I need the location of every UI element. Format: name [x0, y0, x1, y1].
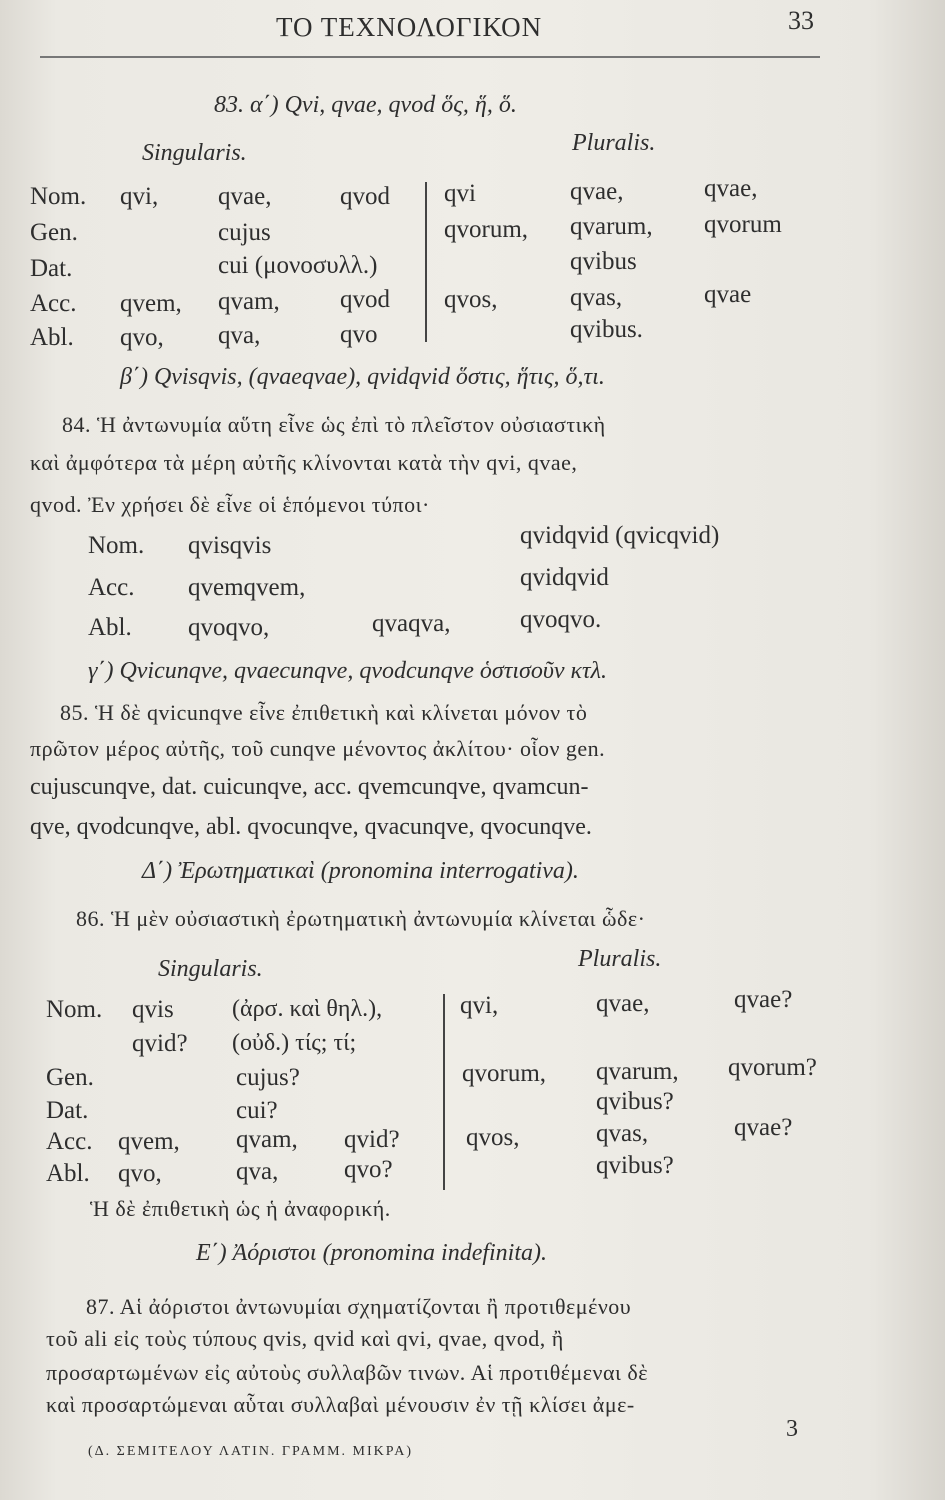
table-row-case: Nom.: [30, 183, 87, 210]
table-cell: (ἀρσ. καὶ θηλ.),: [232, 996, 383, 1022]
table-row-case: Acc.: [46, 1128, 93, 1155]
sheet-number: 3: [786, 1416, 798, 1442]
table-cell: qvibus?: [596, 1152, 674, 1179]
section-87-line: προσαρτωμένων εἰς αὐτοὺς συλλαβῶν τινων. Αἱ προτιθέμεναι δὲ: [46, 1360, 649, 1385]
section-84-line: qvod. Ἐν χρήσει δὲ εἶνε οἱ ἑπόμενοι τύποι·: [30, 492, 430, 517]
table-cell: qvarum,: [570, 213, 653, 240]
table-cell: qvo?: [344, 1156, 393, 1183]
table-cell: qvarum,: [596, 1058, 679, 1085]
table-cell: qvae?: [734, 1114, 793, 1141]
table-row-case: Nom.: [46, 996, 103, 1023]
table-cell: qvorum: [704, 211, 782, 238]
section-85-line: 85. Ἡ δὲ qvicunqve εἶνε ἐπιθετικὴ καὶ κλίνεται μόνον τὸ: [60, 700, 588, 725]
table-cell: qvaqva,: [372, 610, 451, 637]
section-85-line: qve, qvodcunqve, abl. qvocunqve, qvacunqve, qvocunqve.: [30, 814, 592, 840]
section-87-line: 87. Αἱ ἀόριστοι ἀντωνυμίαι σχηματίζονται ἢ προτιθεμένου: [86, 1294, 632, 1319]
table-cell: qvi,: [460, 992, 499, 1019]
table-cell: qvae: [704, 281, 752, 308]
table-cell: qvoqvo.: [520, 606, 602, 633]
table-cell: qvam,: [218, 288, 280, 315]
running-title: ΤΟ ΤΕΧΝΟΛΟΓΙΚΟΝ: [276, 12, 543, 42]
table-cell: qvi: [444, 180, 476, 207]
table-cell: (οὐδ.) τίς; τί;: [232, 1030, 357, 1056]
table-cell: qvorum?: [728, 1054, 817, 1081]
table-cell: qva,: [236, 1158, 279, 1185]
table-cell: cujus: [218, 219, 271, 246]
table-cell: qvidqvid (qvicqvid): [520, 522, 720, 549]
section-84-line: καὶ ἀμφότερα τὰ μέρη αὐτῆς κλίνονται κατὰ τὴν qvi, qvae,: [30, 450, 578, 475]
table-cell: qvem,: [118, 1128, 180, 1155]
table-row-case: Gen.: [30, 219, 78, 246]
table-cell: qvemqvem,: [188, 574, 306, 601]
table-row-case: Abl.: [88, 614, 132, 641]
table-row-case: Abl.: [30, 324, 74, 351]
section-86-pluralis: Pluralis.: [578, 946, 662, 972]
table-cell: qvos,: [444, 286, 498, 313]
table-cell: cui?: [236, 1097, 278, 1124]
table-cell: qvibus?: [596, 1088, 674, 1115]
table-cell: qvem,: [120, 290, 182, 317]
table-cell: qvam,: [236, 1126, 298, 1153]
section-86-epsilon: Ε΄) Ἀόριστοι (pronomina indefinita).: [196, 1240, 548, 1266]
table-cell: qvisqvis: [188, 532, 272, 559]
section-83-pluralis: Pluralis.: [572, 130, 656, 156]
section-87-line: τοῦ ali εἰς τοὺς τύπους qvis, qvid καὶ qvi, qvae, qvod, ἢ: [46, 1326, 564, 1351]
section-86-singularis: Singularis.: [158, 956, 263, 982]
table-cell: qvae,: [704, 175, 758, 202]
table-cell: qvo,: [118, 1160, 162, 1187]
section-85-line: πρῶτον μέρος αὐτῆς, τοῦ cunqve μένοντος ἀκλίτου· οἷον gen.: [30, 736, 606, 761]
section-85-line: cujuscunqve, dat. cuicunqve, acc. qvemcunqve, qvamcun-: [30, 774, 589, 800]
table-cell: qvi,: [120, 183, 159, 210]
table-row-case: Dat.: [30, 255, 73, 282]
section-83-divider: [425, 182, 427, 342]
section-84-line: 84. Ἡ ἀντωνυμία αὕτη εἶνε ὡς ἐπὶ τὸ πλεῖστον οὐσιαστικὴ: [62, 412, 606, 437]
section-83-heading: 83. α΄) Qvi, qvae, qvod ὅς, ἥ, ὅ.: [214, 92, 517, 118]
table-cell: qvae,: [570, 178, 624, 205]
table-cell: qvid?: [344, 1126, 400, 1153]
header-rule: [40, 56, 820, 58]
table-cell: qvae,: [596, 990, 650, 1017]
section-86-after: Ἡ δὲ ἐπιθετικὴ ὡς ἡ ἀναφορική.: [90, 1196, 391, 1221]
table-cell: qvibus: [570, 248, 637, 275]
table-cell: qvid?: [132, 1030, 188, 1057]
table-cell: qvorum,: [462, 1060, 547, 1087]
table-cell: qvorum,: [444, 216, 529, 243]
table-cell: qvibus.: [570, 316, 643, 343]
table-cell: qvas,: [596, 1120, 649, 1147]
table-row-case: Nom.: [88, 532, 145, 559]
page-number: 33: [788, 6, 814, 35]
table-cell: qvod: [340, 183, 390, 210]
table-cell: cujus?: [236, 1064, 300, 1091]
table-cell: qvidqvid: [520, 564, 609, 591]
section-86-divider: [443, 994, 445, 1190]
table-cell: qvae?: [734, 986, 793, 1013]
table-cell: qvas,: [570, 284, 623, 311]
table-cell: qvos,: [466, 1124, 520, 1151]
section-86-line: 86. Ἡ μὲν οὐσιαστικὴ ἐρωτηματικὴ ἀντωνυμία κλίνεται ὧδε·: [76, 906, 646, 931]
table-row-case: Dat.: [46, 1097, 89, 1124]
table-cell: qvo,: [120, 324, 164, 351]
table-cell: cui (μονοσυλλ.): [218, 252, 378, 279]
table-row-case: Gen.: [46, 1064, 94, 1091]
section-84-gamma: γ΄) Qvicunqve, qvaecunqve, qvodcunqve ὁστισοῦν κτλ.: [88, 658, 608, 684]
table-cell: qva,: [218, 322, 261, 349]
section-83-beta: β΄) Qvisqvis, (qvaeqvae), qvidqvid ὅστις, ἥτις, ὅ,τι.: [120, 364, 605, 390]
table-cell: qvoqvo,: [188, 614, 270, 641]
printer-signature: (Δ. ΣΕΜΙΤΕΛΟΥ ΛΑΤΙΝ. ΓΡΑΜΜ. ΜΙΚΡΑ): [88, 1444, 414, 1459]
table-row-case: Acc.: [88, 574, 135, 601]
table-cell: qvod: [340, 286, 390, 313]
table-cell: qvo: [340, 321, 378, 348]
table-cell: qvis: [132, 996, 174, 1023]
table-row-case: Acc.: [30, 290, 77, 317]
section-85-delta: Δ΄) Ἐρωτηματικαὶ (pronomina interrogativa).: [142, 858, 579, 884]
table-cell: qvae,: [218, 183, 272, 210]
section-83-singularis: Singularis.: [142, 140, 247, 166]
table-row-case: Abl.: [46, 1160, 90, 1187]
section-87-line: καὶ προσαρτώμεναι αὗται συλλαβαὶ μένουσιν ἐν τῇ κλίσει ἀμε-: [46, 1392, 635, 1417]
